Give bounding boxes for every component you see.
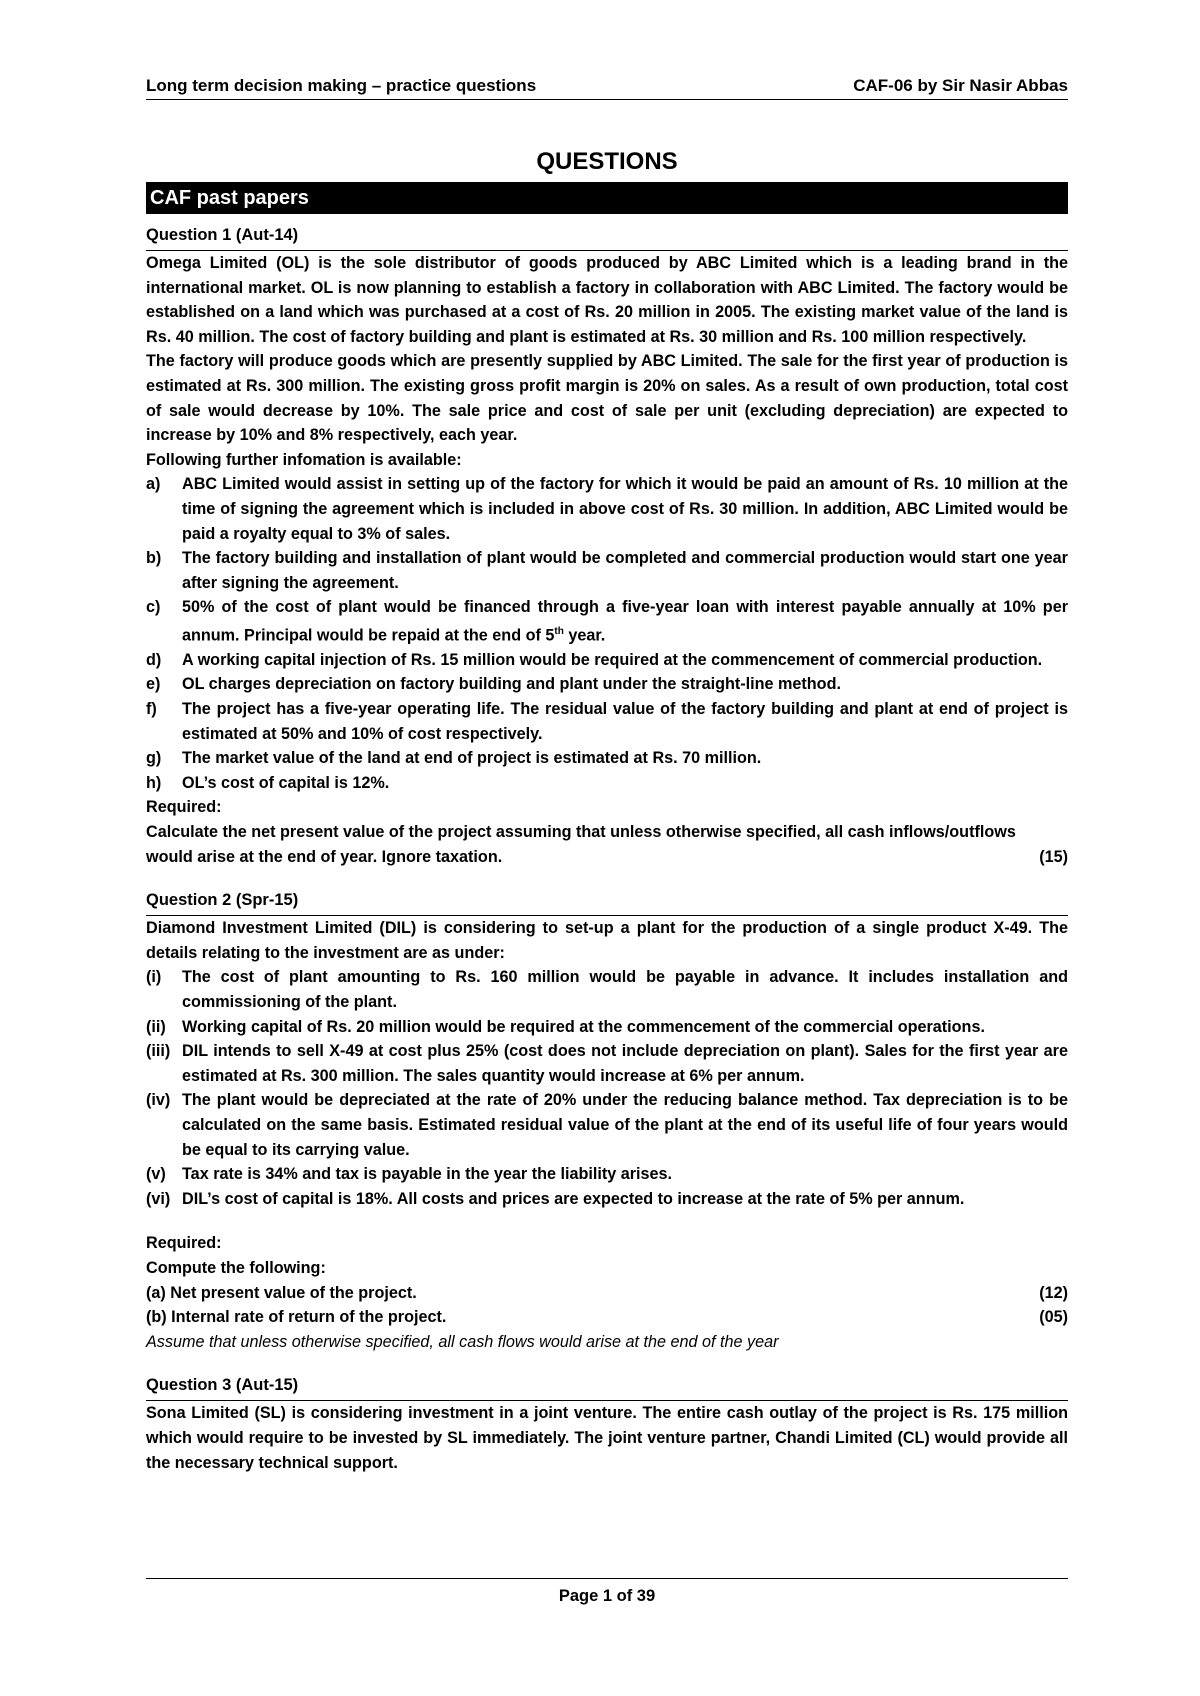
list-item: b) The factory building and installation of plant would be completed and commercial production would start one year after signing the agreement.	[146, 549, 1068, 592]
list-item: h) OL’s cost of capital is 12%.	[146, 773, 390, 792]
question-3-body	[146, 1401, 1068, 1475]
list-item: f) The project has a five-year operating life. The residual value of the factory building and plant at end of project is estimated at 50% and 10% of cost respectively.	[146, 700, 1068, 743]
document-page	[146, 70, 1068, 1475]
question-1-body	[146, 251, 1068, 869]
q2-part-b: (b) Internal rate of return of the project. (05)	[146, 1305, 1068, 1330]
q1-required-line-1: Calculate the net present value of the project assuming that unless otherwise specified, all cash inflows/outflows	[146, 823, 1016, 842]
list-item: (ii) Working capital of Rs. 20 million would be required at the commencement of the commercial operations.	[146, 1017, 985, 1036]
q1-required-label: Required:	[146, 798, 222, 817]
list-item: d) A working capital injection of Rs. 15 million would be required at the commencement of commercial production.	[146, 650, 1043, 669]
q1-paragraph-2: The factory will produce goods which are presently supplied by ABC Limited. The sale for the first year of production is estimated at Rs. 300 million. The existing gross profit margin is 20% on sales. As a result of own production, total cost of sale would decrease by 10%. The sale price and cost of sale per unit (excluding depreciation) are expected to increase by 10% and 8% respectively, each year.	[146, 352, 1068, 445]
page-title: QUESTIONS	[536, 148, 678, 175]
section-bar: CAF past papers	[146, 182, 1068, 214]
q1-paragraph-3: Following further infomation is available:	[146, 450, 462, 469]
page-header	[146, 70, 1068, 100]
list-item: (i) The cost of plant amounting to Rs. 160 million would be payable in advance. It includes installation and commissioning of the plant.	[146, 968, 1068, 1012]
marks: (12)	[1039, 1283, 1068, 1302]
question-2-body	[146, 916, 1068, 1354]
q2-compute-label: Compute the following:	[146, 1258, 326, 1277]
q2-paragraph-1: Diamond Investment Limited (DIL) is considering to set-up a plant for the production of a single product X-49. The details relating to the investment are as under:	[146, 919, 1068, 962]
header-left: Long term decision making – practice questions	[146, 76, 537, 95]
list-item: c) 50% of the cost of plant would be financed through a five-year loan with interest payable annually at 10% per annum. Principal would be repaid at the end of 5th year.	[146, 598, 1068, 645]
q2-assumption: Assume that unless otherwise specified, all cash flows would arise at the end of the year	[146, 1332, 779, 1351]
list-item: (vi) DIL’s cost of capital is 18%. All costs and prices are expected to increase at the rate of 5% per annum.	[146, 1189, 965, 1208]
marks: (15)	[1039, 847, 1068, 866]
question-3-heading: Question 3 (Aut-15)	[146, 1376, 1068, 1401]
question-1-heading: Question 1 (Aut-14)	[146, 226, 1068, 251]
q2-part-a: (a) Net present value of the project. (12)	[146, 1281, 1068, 1306]
list-item: a) ABC Limited would assist in setting up of the factory for which it would be paid an amount of Rs. 10 million at the time of signing the agreement which is included in above cost of Rs. 30 million. In addition, ABC Limited would be paid a royalty equal to 3% of sales.	[146, 475, 1068, 543]
page-footer: Page 1 of 39	[146, 1578, 1068, 1606]
list-item: g) The market value of the land at end of project is estimated at Rs. 70 million.	[146, 749, 762, 768]
list-item: (v) Tax rate is 34% and tax is payable in the year the liability arises.	[146, 1165, 673, 1184]
question-2-heading: Question 2 (Spr-15)	[146, 891, 1068, 916]
q3-paragraph-1: Sona Limited (SL) is considering investment in a joint venture. The entire cash outlay of the project is Rs. 175 million which would require to be invested by SL immediately. The joint venture partner, Chandi Limited (CL) would provide all the necessary technical support.	[146, 1404, 1068, 1472]
q2-required-label: Required:	[146, 1234, 222, 1253]
list-item: (iii) DIL intends to sell X-49 at cost plus 25% (cost does not include depreciation on plant). Sales for the first year are estimated at Rs. 300 million. The sales quantity would increase at 6% per annum.	[146, 1042, 1068, 1085]
marks: (05)	[1039, 1308, 1068, 1327]
list-item: (iv) The plant would be depreciated at the rate of 20% under the reducing balance method. Tax depreciation is to be calculated on the same basis. Estimated residual value of the plant at the end of its useful life of four years would be equal to its carrying value.	[146, 1091, 1068, 1159]
q1-paragraph-1: Omega Limited (OL) is the sole distributor of goods produced by ABC Limited which is a leading brand in the international market. OL is now planning to establish a factory in collaboration with ABC Limited. The factory would be established on a land which was purchased at a cost of Rs. 20 million in 2005. The existing market value of the land is Rs. 40 million. The cost of factory building and plant is estimated at Rs. 30 million and Rs. 100 million respectively.	[146, 254, 1068, 346]
header-right: CAF-06 by Sir Nasir Abbas	[853, 76, 1068, 95]
q1-required-line-2: would arise at the end of year. Ignore taxation. (15)	[146, 845, 1068, 870]
list-item: e) OL charges depreciation on factory building and plant under the straight-line method.	[146, 675, 841, 694]
